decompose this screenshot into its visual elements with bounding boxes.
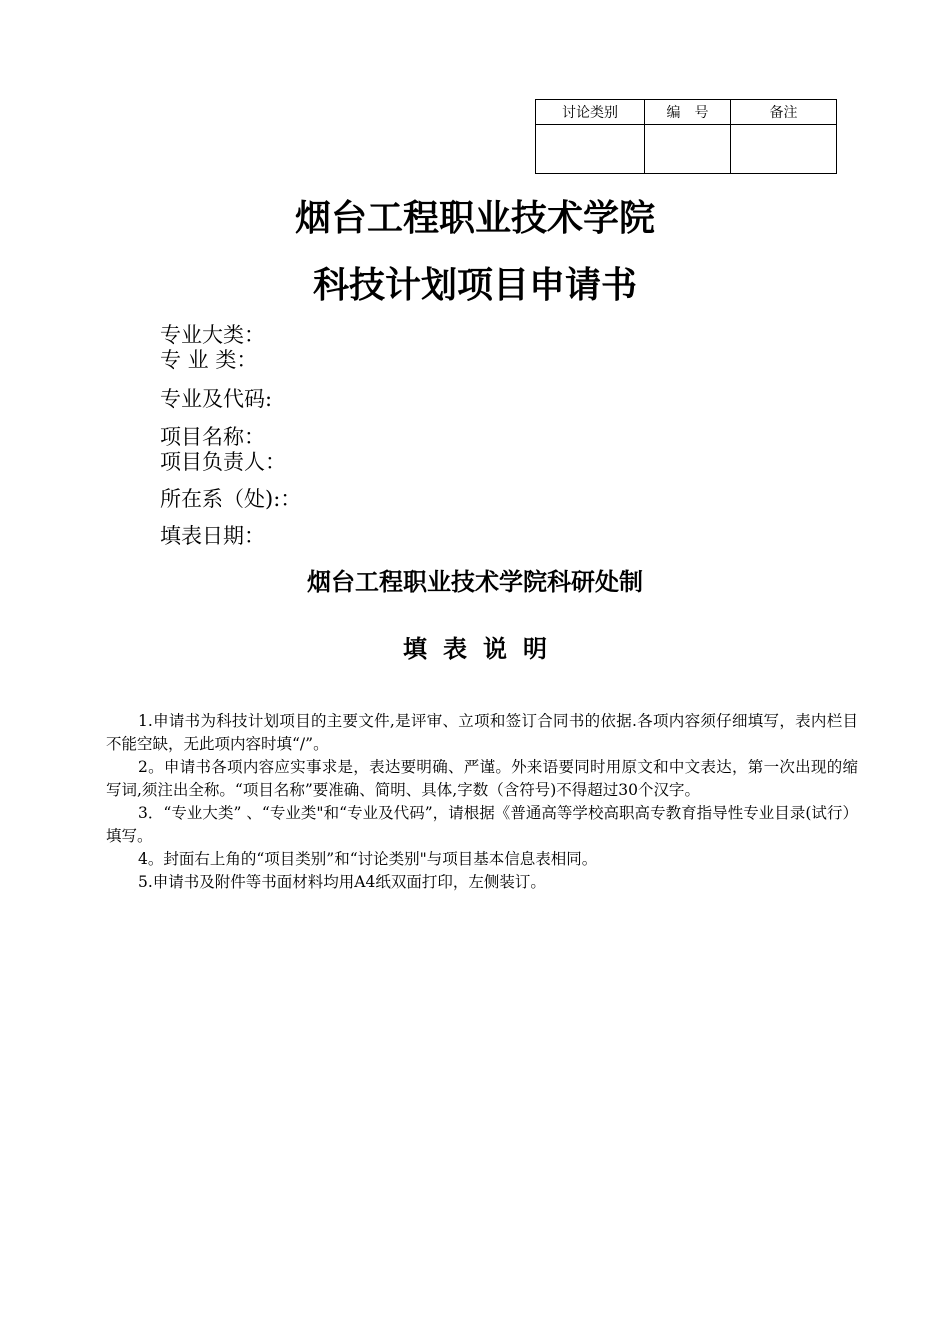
discussion-category-header: 讨论类别 [536,100,645,125]
department-label: 所在系（处):： [160,487,302,511]
issuing-organization: 烟台工程职业技术学院科研处制 [307,568,643,596]
table-blank-row [536,125,837,174]
remarks-cell[interactable] [731,125,837,174]
discussion-category-cell[interactable] [536,125,645,174]
number-header: 编 号 [645,100,731,125]
instruction-item: 1.申请书为科技计划项目的主要文件,是评审、立项和签订合同书的依据.各项内容须仔细填写，表内栏目不能空缺，无此项内容时填“/”。 [106,712,858,753]
instruction-item: 4。封面右上角的“项目类别”和“讨论类别"与项目基本信息表相同。 [138,850,598,868]
document-title-application: 科技计划项目申请书 [312,265,637,306]
category-number-table [535,99,837,174]
instruction-item: 5.申请书及附件等书面材料均用A4纸双面打印，左侧装订。 [138,873,546,891]
instruction-item: 3．“专业大类” 、“专业类"和“专业及代码”，请根据《普通高等学校高职高专教育指导性专业目录(试行）填写。 [106,804,858,845]
table-header-row [536,100,837,125]
major-class-label: 专 业 类： [160,348,258,372]
fill-date-label: 填表日期： [160,524,265,548]
instructions-heading: 填表说明 [403,635,563,663]
major-category-label: 专业大类： [160,323,265,347]
project-leader-label: 项目负责人： [160,450,286,474]
remarks-header: 备注 [731,100,837,125]
instructions-list [106,710,858,894]
document-title-college: 烟台工程职业技术学院 [294,198,655,239]
number-cell[interactable] [645,125,731,174]
project-name-label: 项目名称： [160,425,265,449]
major-code-label: 专业及代码: [160,387,273,411]
instruction-item: 2。申请书各项内容应实事求是，表达要明确、严谨。外来语要同时用原文和中文表达，第一次出现的缩写词,须注出全称。“项目名称”要准确、简明、具体,字数（含符号)不得超过30个汉字。 [106,758,858,799]
